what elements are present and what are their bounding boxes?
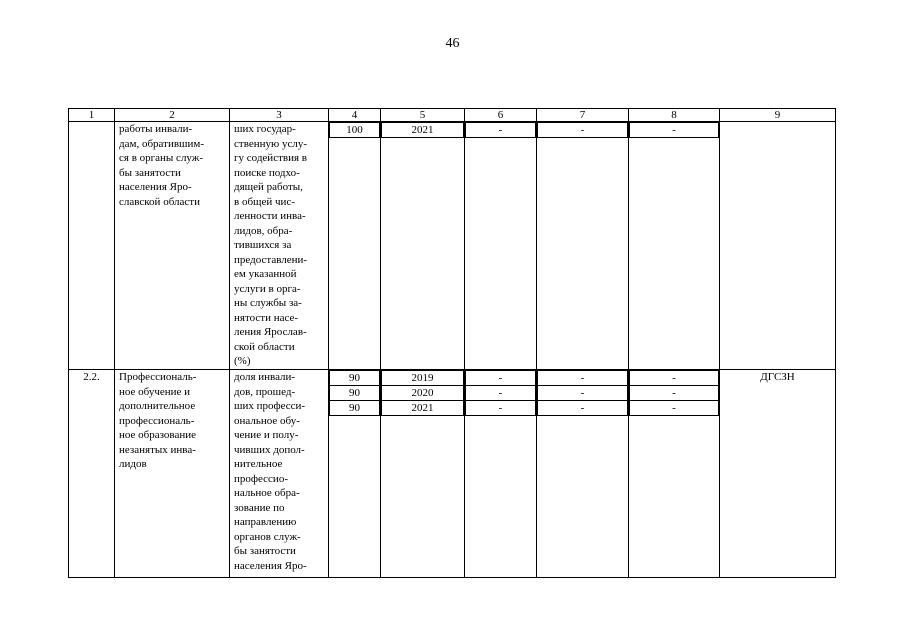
responsible-cell: ДГСЗН <box>720 370 836 578</box>
col8-cell <box>629 122 720 370</box>
year-cell <box>381 370 465 578</box>
column-header: 7 <box>537 109 629 122</box>
table-row <box>69 370 836 578</box>
col7-value: - <box>538 386 628 401</box>
col8-value: - <box>630 401 719 416</box>
activity-text: работы инвали- дам, обратившим- ся в органы служ- бы занятости населения Яро- славской области <box>115 122 230 370</box>
col6-cell <box>465 122 537 370</box>
col7-value: - <box>538 371 628 386</box>
column-header: 5 <box>381 109 465 122</box>
indicator-text: доля инвали- дов, прошед- ших професси- ональное обу- чение и полу- чивших допол- нительное профессио- нальное обра- зование по направлению органов служ- бы занятости населения Яро- <box>230 370 329 578</box>
row-number: 2.2. <box>69 370 115 578</box>
col7-value: - <box>538 401 628 416</box>
col6-cell <box>465 370 537 578</box>
row-number <box>69 122 115 370</box>
column-header: 9 <box>720 109 836 122</box>
year-value: 2020 <box>382 386 464 401</box>
column-header: 4 <box>329 109 381 122</box>
indicator-text: ших государ- ственную услу- гу содействия в поиске подхо- дящей работы, в общей чис- ленности инва- лидов, обра- тившихся за предоставлени- ем указанной услуги в орга- ны службы за- нятости насе- ления Ярослав- ской области (%) <box>230 122 329 370</box>
col7-value: - <box>538 123 628 138</box>
year-value: 2021 <box>382 123 464 138</box>
column-header: 1 <box>69 109 115 122</box>
col6-value: - <box>466 401 536 416</box>
responsible-cell <box>720 122 836 370</box>
col7-cell <box>537 122 629 370</box>
activity-text: Профессиональ- ное обучение и дополнительное профессиональ- ное образование незанятых инва- лидов <box>115 370 230 578</box>
col6-value: - <box>466 371 536 386</box>
target-value: 100 <box>330 123 380 138</box>
target-value: 90 <box>330 386 380 401</box>
program-table <box>68 108 836 578</box>
column-header: 2 <box>115 109 230 122</box>
target-value: 90 <box>330 371 380 386</box>
year-value: 2019 <box>382 371 464 386</box>
col6-value: - <box>466 123 536 138</box>
col8-cell <box>629 370 720 578</box>
col7-cell <box>537 370 629 578</box>
col8-value: - <box>630 386 719 401</box>
column-number-row <box>69 109 836 122</box>
target-value-cell <box>329 122 381 370</box>
column-header: 6 <box>465 109 537 122</box>
target-value-cell <box>329 370 381 578</box>
page-number: 46 <box>445 36 460 51</box>
col6-value: - <box>466 386 536 401</box>
col8-value: - <box>630 123 719 138</box>
col8-value: - <box>630 371 719 386</box>
target-value: 90 <box>330 401 380 416</box>
column-header: 8 <box>629 109 720 122</box>
year-value: 2021 <box>382 401 464 416</box>
table-row <box>69 122 836 370</box>
year-cell <box>381 122 465 370</box>
column-header: 3 <box>230 109 329 122</box>
